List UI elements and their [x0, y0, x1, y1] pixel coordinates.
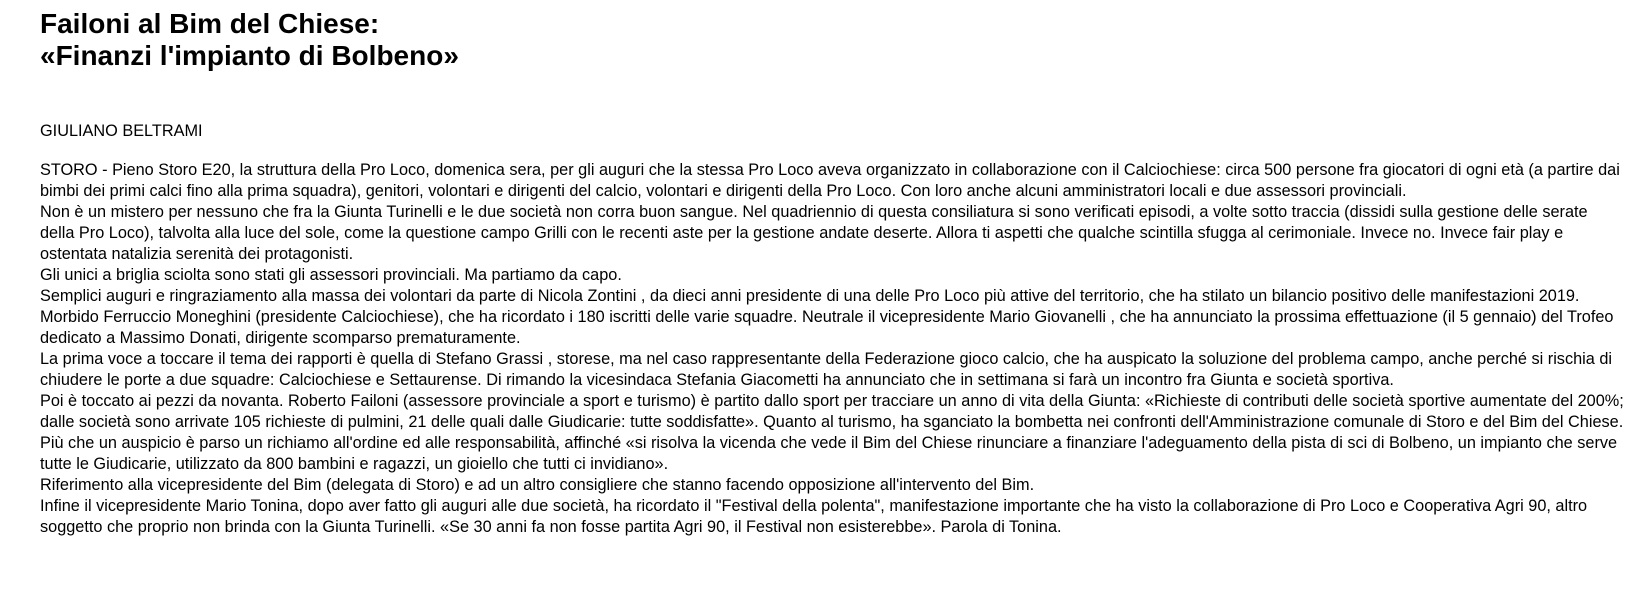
paragraph-8: Infine il vicepresidente Mario Tonina, dopo aver fatto gli auguri alle due società, ha ricordato il "Festival della polenta", manifestazione importante che ha visto la collaborazione di Pro Loco e Cooperativa Agri 90, altro soggetto che proprio non brinda con la Giunta Turinelli. «Se 30 anni fa non fosse partita Agri 90, il Festival non esisterebbe». Parola di Tonina. — [40, 497, 1588, 536]
article-author: GIULIANO BELTRAMI — [40, 122, 203, 140]
paragraph-3: Gli unici a briglia sciolta sono stati gli assessori provinciali. Ma partiamo da capo. — [40, 266, 622, 284]
headline-line-2: «Finanzi l'impianto di Bolbeno» — [40, 40, 459, 71]
paragraph-7: Riferimento alla vicepresidente del Bim (delegata di Storo) e ad un altro consigliere che stanno facendo opposizione all'intervento del Bim. — [40, 476, 1035, 494]
paragraph-6: Poi è toccato ai pezzi da novanta. Roberto Failoni (assessore provinciale a sport e turismo) è partito dallo sport per tracciare un anno di vita della Giunta: «Richieste di contributi delle società sportive aumentate del 200%; dalle società sono arrivate 105 richieste di pulmini, 21 delle quali dalle Giudicarie: tutte soddisfatte». Quanto al turismo, ha sganciato la bombetta nei confronti dell'Amministrazione comunale di Storo e del Bim del Chiese. Più che un auspicio è parso un richiamo all'ordine ed alle responsabilità, affinché «si risolva la vicenda che vede il Bim del Chiese rinunciare a finanziare l'adeguamento della pista di sci di Bolbeno, un impianto che serve tutte le Giudicarie, utilizzato da 800 bambini e ragazzi, un gioiello che tutti ci invidiano». — [40, 392, 1624, 473]
paragraph-2: Non è un mistero per nessuno che fra la Giunta Turinelli e le due società non corra buon sangue. Nel quadriennio di questa consiliatura si sono verificati episodi, a volte sotto traccia (dissidi sulla gestione delle serate della Pro Loco), talvolta alla luce del sole, come la questione campo Grilli con le recenti aste per la gestione andate deserte. Allora ti aspetti che qualche scintilla sfugga al cerimoniale. Invece no. Invece fair play e ostentata natalizia serenità dei protagonisti. — [40, 203, 1588, 263]
headline-line-1: Failoni al Bim del Chiese: — [40, 8, 380, 39]
article — [40, 8, 1625, 538]
article-body — [40, 160, 1625, 538]
article-headline — [40, 8, 1625, 72]
paragraph-1: STORO - Pieno Storo E20, la struttura della Pro Loco, domenica sera, per gli auguri che la stessa Pro Loco aveva organizzato in collaborazione con il Calciochiese: circa 500 persone fra giocatori di ogni età (a partire dai bimbi dei primi calci fino alla prima squadra), genitori, volontari e dirigenti del calcio, volontari e dirigenti della Pro Loco. Con loro anche alcuni amministratori locali e due assessori provinciali. — [40, 161, 1620, 200]
paragraph-5: La prima voce a toccare il tema dei rapporti è quella di Stefano Grassi , storese, ma nel caso rappresentante della Federazione gioco calcio, che ha auspicato la soluzione del problema campo, anche perché si rischia di chiudere le porte a due squadre: Calciochiese e Settaurense. Di rimando la vicesindaca Stefania Giacometti ha annunciato che in settimana si farà un incontro fra Giunta e società sportiva. — [40, 350, 1613, 389]
paragraph-4: Semplici auguri e ringraziamento alla massa dei volontari da parte di Nicola Zontini , da dieci anni presidente di una delle Pro Loco più attive del territorio, che ha stilato un bilancio positivo delle manifestazioni 2019. Morbido Ferruccio Moneghini (presidente Calciochiese), che ha ricordato i 180 iscritti delle varie squadre. Neutrale il vicepresidente Mario Giovanelli , che ha annunciato la prossima effettuazione (il 5 gennaio) del Trofeo dedicato a Massimo Donati, dirigente scomparso prematuramente. — [40, 287, 1614, 347]
